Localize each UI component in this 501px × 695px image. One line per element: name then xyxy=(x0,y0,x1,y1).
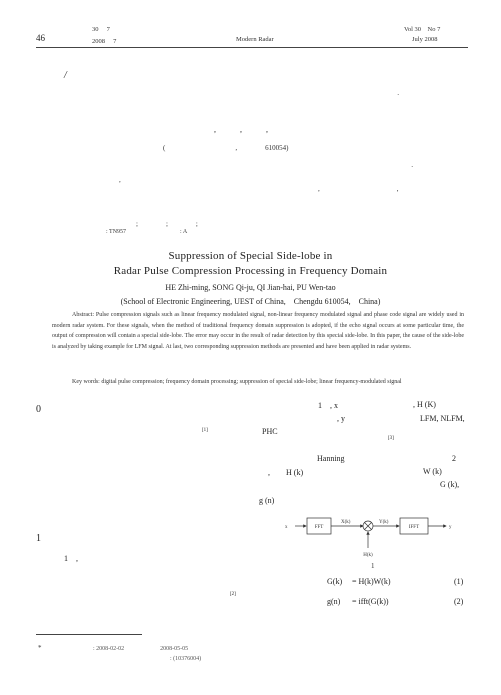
body-fragment-1: 1 , x xyxy=(318,401,338,410)
body-fragment-phc: PHC xyxy=(262,427,278,436)
english-title-line2: Radar Pulse Compression Processing in Frequency Domain xyxy=(113,265,388,277)
cn-abstract-mark: · xyxy=(411,163,414,171)
diagram-input-label: x xyxy=(285,525,288,530)
header-volume-cn: 30 7 xyxy=(92,26,110,33)
body-fragment-2: 2 xyxy=(452,454,456,463)
header-date-cn: 2008 7 xyxy=(92,38,117,45)
english-title-line1: Suppression of Special Side-lobe in xyxy=(168,250,333,262)
xk-label: X(k) xyxy=(341,520,351,525)
abstract-label: Abstract: xyxy=(72,312,94,318)
english-authors: HE Zhi-ming, SONG Qi-ju, QI Jian-hai, PU Wen-tao xyxy=(165,283,336,292)
english-abstract xyxy=(52,310,464,352)
citation-2: [2] xyxy=(230,592,236,597)
body-fragment-gk: G (k), xyxy=(440,480,460,489)
body-fragment-11: 1 , xyxy=(64,554,78,563)
body-fragment-gn: g (n) xyxy=(259,496,275,505)
body-fragment-hk2: , H (k) xyxy=(268,468,304,477)
footnote-fund: : (10376004) xyxy=(170,656,202,662)
eq1-number: (1) xyxy=(454,577,464,586)
header-date: July 2008 xyxy=(412,36,438,43)
eq2-number: (2) xyxy=(454,597,464,606)
yk-label: Y(k) xyxy=(379,520,389,525)
author-separators: , , , xyxy=(214,125,268,134)
eq2-lhs: g(n) xyxy=(327,597,341,606)
body-fragment-hanning: Hanning xyxy=(317,454,345,463)
body-fragment-hk: , H (K) xyxy=(413,400,436,409)
section-1-number: 1 xyxy=(36,533,41,544)
pulse-compression-block-diagram xyxy=(283,512,473,560)
header-volume: Vol 30 No 7 xyxy=(404,26,441,33)
eq2-rhs: = ifft(G(k)) xyxy=(352,597,389,606)
eq1-lhs: G(k) xyxy=(327,577,343,586)
abstract-text: Pulse compression signals such as linear frequency modulated signal, non-linear frequency modulated signal and phase code signal are widely used in modern radar system. For these signals, when the method of traditional frequency domain suppression is adopted, if the echo signal occurs at some particular time, the output of compression will contain a special side-lobe. The error may occur in the result of radar detection by this special side-lobe. In this paper, the cause of the side-lobe is analyzed by taking example for LFM signal. At last, two corresponding suppression methods are presented and have been applied in radar systems. xyxy=(52,312,464,350)
title-slash: / xyxy=(64,70,67,81)
cn-abstract-comma: , xyxy=(119,176,121,184)
cn-keywords-separators: ; ; ; xyxy=(136,220,198,228)
diagram-output-label: y xyxy=(449,525,452,530)
keywords-text: digital pulse compression; frequency domain processing; suppression of special side-lobe; linear frequency-modulated signal xyxy=(101,379,402,385)
citation-1: [1] xyxy=(202,428,208,433)
header-rule xyxy=(36,47,468,48)
cn-affiliation: ( , 610054) xyxy=(163,144,289,152)
footnote-dates: : 2008-02-02 2008-05-05 xyxy=(93,646,189,652)
cn-classification: : TN957 : A xyxy=(106,229,188,235)
journal-name: Modern Radar xyxy=(236,36,274,43)
footnote-rule xyxy=(36,634,142,635)
ifft-label: IFFT xyxy=(408,525,420,530)
hk-label: H(k) xyxy=(363,553,373,558)
cn-abstract-commas: , , xyxy=(318,185,399,193)
eq1-rhs: = H(k)W(k) xyxy=(352,577,391,586)
section-0-number: 0 xyxy=(36,404,41,415)
page-number: 46 xyxy=(36,33,45,43)
fft-label: FFT xyxy=(314,525,324,530)
keywords-label: Key words: xyxy=(72,379,100,385)
body-fragment-wk: W (k) xyxy=(423,467,442,476)
english-affiliation: (School of Electronic Engineering, UEST of China, Chengdu 610054, China) xyxy=(120,297,381,306)
citation-3: [3] xyxy=(388,436,394,441)
title-marker: · xyxy=(397,91,400,99)
footnote-star: * xyxy=(38,644,42,652)
english-keywords xyxy=(52,377,464,388)
body-fragment-yn: , y xyxy=(337,414,345,423)
figure-caption: 1 xyxy=(371,562,375,570)
body-fragment-lfm: LFM, NLFM, xyxy=(420,414,465,423)
